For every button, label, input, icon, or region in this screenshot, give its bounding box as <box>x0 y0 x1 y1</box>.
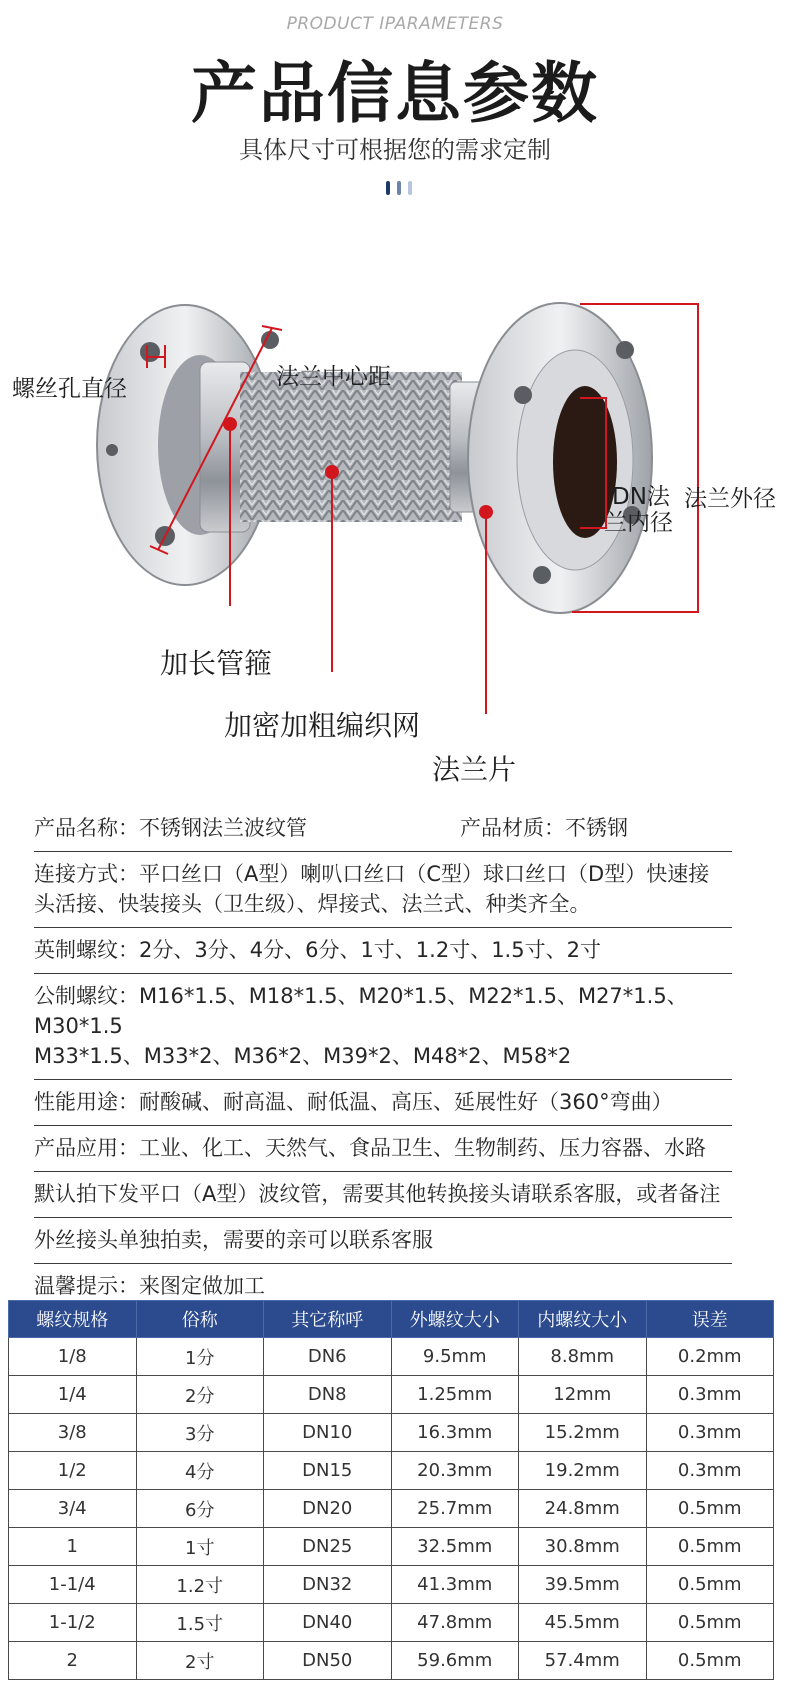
table-cell: DN15 <box>264 1452 392 1490</box>
table-cell: 41.3mm <box>391 1566 519 1604</box>
table-cell: 39.5mm <box>519 1566 647 1604</box>
table-cell: 2 <box>9 1642 137 1680</box>
table-cell: 1.25mm <box>391 1376 519 1414</box>
table-cell: DN6 <box>264 1338 392 1376</box>
spec-row-metric <box>34 974 732 1080</box>
label-flange-outer-diameter: 法兰外径 <box>684 486 776 512</box>
spec-metric-line2: M33*1.5、M33*2、M36*2、M39*2、M48*2、M58*2 <box>34 1044 572 1068</box>
table-cell: 1/4 <box>9 1376 137 1414</box>
table-cell: 1-1/2 <box>9 1604 137 1642</box>
table-cell: 0.3mm <box>646 1414 774 1452</box>
spec-metric-line1: 公制螺纹：M16*1.5、M18*1.5、M20*1.5、M22*1.5、M27*1.5、M30*1.5 <box>34 984 688 1038</box>
spec-product-material: 产品材质：不锈钢 <box>460 816 628 840</box>
table-cell: DN32 <box>264 1566 392 1604</box>
table-cell: 0.5mm <box>646 1566 774 1604</box>
table-cell: 0.5mm <box>646 1528 774 1566</box>
table-cell: 25.7mm <box>391 1490 519 1528</box>
braided-mesh-shape <box>240 372 462 522</box>
spec-row-imperial <box>34 928 732 974</box>
table-cell: 9.5mm <box>391 1338 519 1376</box>
table-cell: 1-1/4 <box>9 1566 137 1604</box>
thread-size-table-wrap <box>8 1300 774 1680</box>
table-cell: 0.5mm <box>646 1604 774 1642</box>
table-cell: DN50 <box>264 1642 392 1680</box>
table-cell: 30.8mm <box>519 1528 647 1566</box>
dot-dark <box>386 181 390 195</box>
table-cell: 0.5mm <box>646 1642 774 1680</box>
table-row <box>9 1452 774 1490</box>
table-cell: 1/2 <box>9 1452 137 1490</box>
table-cell: DN25 <box>264 1528 392 1566</box>
label-flange-piece: 法兰片 <box>432 753 517 786</box>
th-tolerance: 误差 <box>646 1301 774 1338</box>
table-cell: 8.8mm <box>519 1338 647 1376</box>
table-cell: 3分 <box>136 1414 264 1452</box>
table-cell: 3/4 <box>9 1490 137 1528</box>
table-cell: DN10 <box>264 1414 392 1452</box>
table-cell: 20.3mm <box>391 1452 519 1490</box>
spec-row-application <box>34 1126 732 1172</box>
label-flange-center-distance: 法兰中心距 <box>276 364 391 390</box>
tagline: 具体尺寸可根据您的需求定制 <box>239 136 551 164</box>
table-cell: 1.2寸 <box>136 1566 264 1604</box>
page-title: 产品信息参数 <box>191 55 599 132</box>
table-cell: 2分 <box>136 1376 264 1414</box>
table-cell: 0.5mm <box>646 1490 774 1528</box>
table-cell: 6分 <box>136 1490 264 1528</box>
spec-connection-line2: 头活接、快装接头（卫生级）、焊接式、法兰式、种类齐全。 <box>34 892 591 916</box>
table-row <box>9 1528 774 1566</box>
spec-row-name-material <box>34 806 732 852</box>
table-cell: 1/8 <box>9 1338 137 1376</box>
dot-mid <box>397 181 401 195</box>
table-row <box>9 1338 774 1376</box>
table-cell: 59.6mm <box>391 1642 519 1680</box>
table-cell: 47.8mm <box>391 1604 519 1642</box>
spec-product-name: 产品名称：不锈钢法兰波纹管 <box>34 816 307 840</box>
th-common-name: 俗称 <box>136 1301 264 1338</box>
table-cell: 19.2mm <box>519 1452 647 1490</box>
spec-row-connection <box>34 852 732 928</box>
table-cell: 2寸 <box>136 1642 264 1680</box>
decorative-dots <box>386 181 416 197</box>
spec-external-note: 外丝接头单独拍卖，需要的亲可以联系客服 <box>34 1228 433 1252</box>
th-thread-spec: 螺纹规格 <box>9 1301 137 1338</box>
table-cell: 45.5mm <box>519 1604 647 1642</box>
label-dn-inner-line1: DN法 <box>612 484 670 510</box>
table-cell: 1分 <box>136 1338 264 1376</box>
table-row <box>9 1414 774 1452</box>
table-cell: DN20 <box>264 1490 392 1528</box>
table-cell: DN8 <box>264 1376 392 1414</box>
subtitle-en: PRODUCT IPARAMETERS <box>286 14 504 34</box>
spec-application: 产品应用：工业、化工、天然气、食品卫生、生物制药、压力容器、水路 <box>34 1136 706 1160</box>
table-cell: 4分 <box>136 1452 264 1490</box>
th-inner-thread: 内螺纹大小 <box>519 1301 647 1338</box>
spec-imperial-thread: 英制螺纹：2分、3分、4分、6分、1寸、1.2寸、1.5寸、2寸 <box>34 938 601 962</box>
label-braided-mesh: 加密加粗编织网 <box>224 709 421 742</box>
spec-connection-line1: 连接方式：平口丝口（A型）喇叭口丝口（C型）球口丝口（D型）快速接 <box>34 862 710 886</box>
table-cell: 1 <box>9 1528 137 1566</box>
table-cell: 1.5寸 <box>136 1604 264 1642</box>
label-extended-band: 加长管箍 <box>160 647 273 680</box>
table-row <box>9 1604 774 1642</box>
spec-default-note: 默认拍下发平口（A型）波纹管，需要其他转换接头请联系客服，或者备注 <box>34 1182 721 1206</box>
spec-row-performance <box>34 1080 732 1126</box>
table-cell: 32.5mm <box>391 1528 519 1566</box>
table-cell: 1寸 <box>136 1528 264 1566</box>
table-cell: 0.3mm <box>646 1376 774 1414</box>
spec-performance: 性能用途：耐酸碱、耐高温、耐低温、高压、延展性好（360°弯曲） <box>34 1090 673 1114</box>
right-flange <box>468 303 652 613</box>
table-row <box>9 1490 774 1528</box>
table-cell: 57.4mm <box>519 1642 647 1680</box>
table-cell: 0.3mm <box>646 1452 774 1490</box>
table-cell: 16.3mm <box>391 1414 519 1452</box>
product-diagram <box>0 290 790 790</box>
table-cell: DN40 <box>264 1604 392 1642</box>
thread-size-table <box>8 1300 774 1680</box>
table-row <box>9 1642 774 1680</box>
table-cell: 3/8 <box>9 1414 137 1452</box>
table-cell: 0.2mm <box>646 1338 774 1376</box>
table-cell: 24.8mm <box>519 1490 647 1528</box>
table-row <box>9 1566 774 1604</box>
table-row <box>9 1376 774 1414</box>
dot-light <box>408 181 412 195</box>
table-cell: 15.2mm <box>519 1414 647 1452</box>
spec-list <box>34 806 732 1310</box>
spec-row-default-note <box>34 1172 732 1218</box>
spec-row-external-note <box>34 1218 732 1264</box>
label-dn-inner-line2: 兰内径 <box>604 510 673 536</box>
label-screw-hole-diameter: 螺丝孔直径 <box>12 376 127 402</box>
spec-tip: 温馨提示：来图定做加工 <box>34 1274 265 1298</box>
th-outer-thread: 外螺纹大小 <box>391 1301 519 1338</box>
th-other-name: 其它称呼 <box>264 1301 392 1338</box>
table-header-row <box>9 1301 774 1338</box>
table-cell: 12mm <box>519 1376 647 1414</box>
